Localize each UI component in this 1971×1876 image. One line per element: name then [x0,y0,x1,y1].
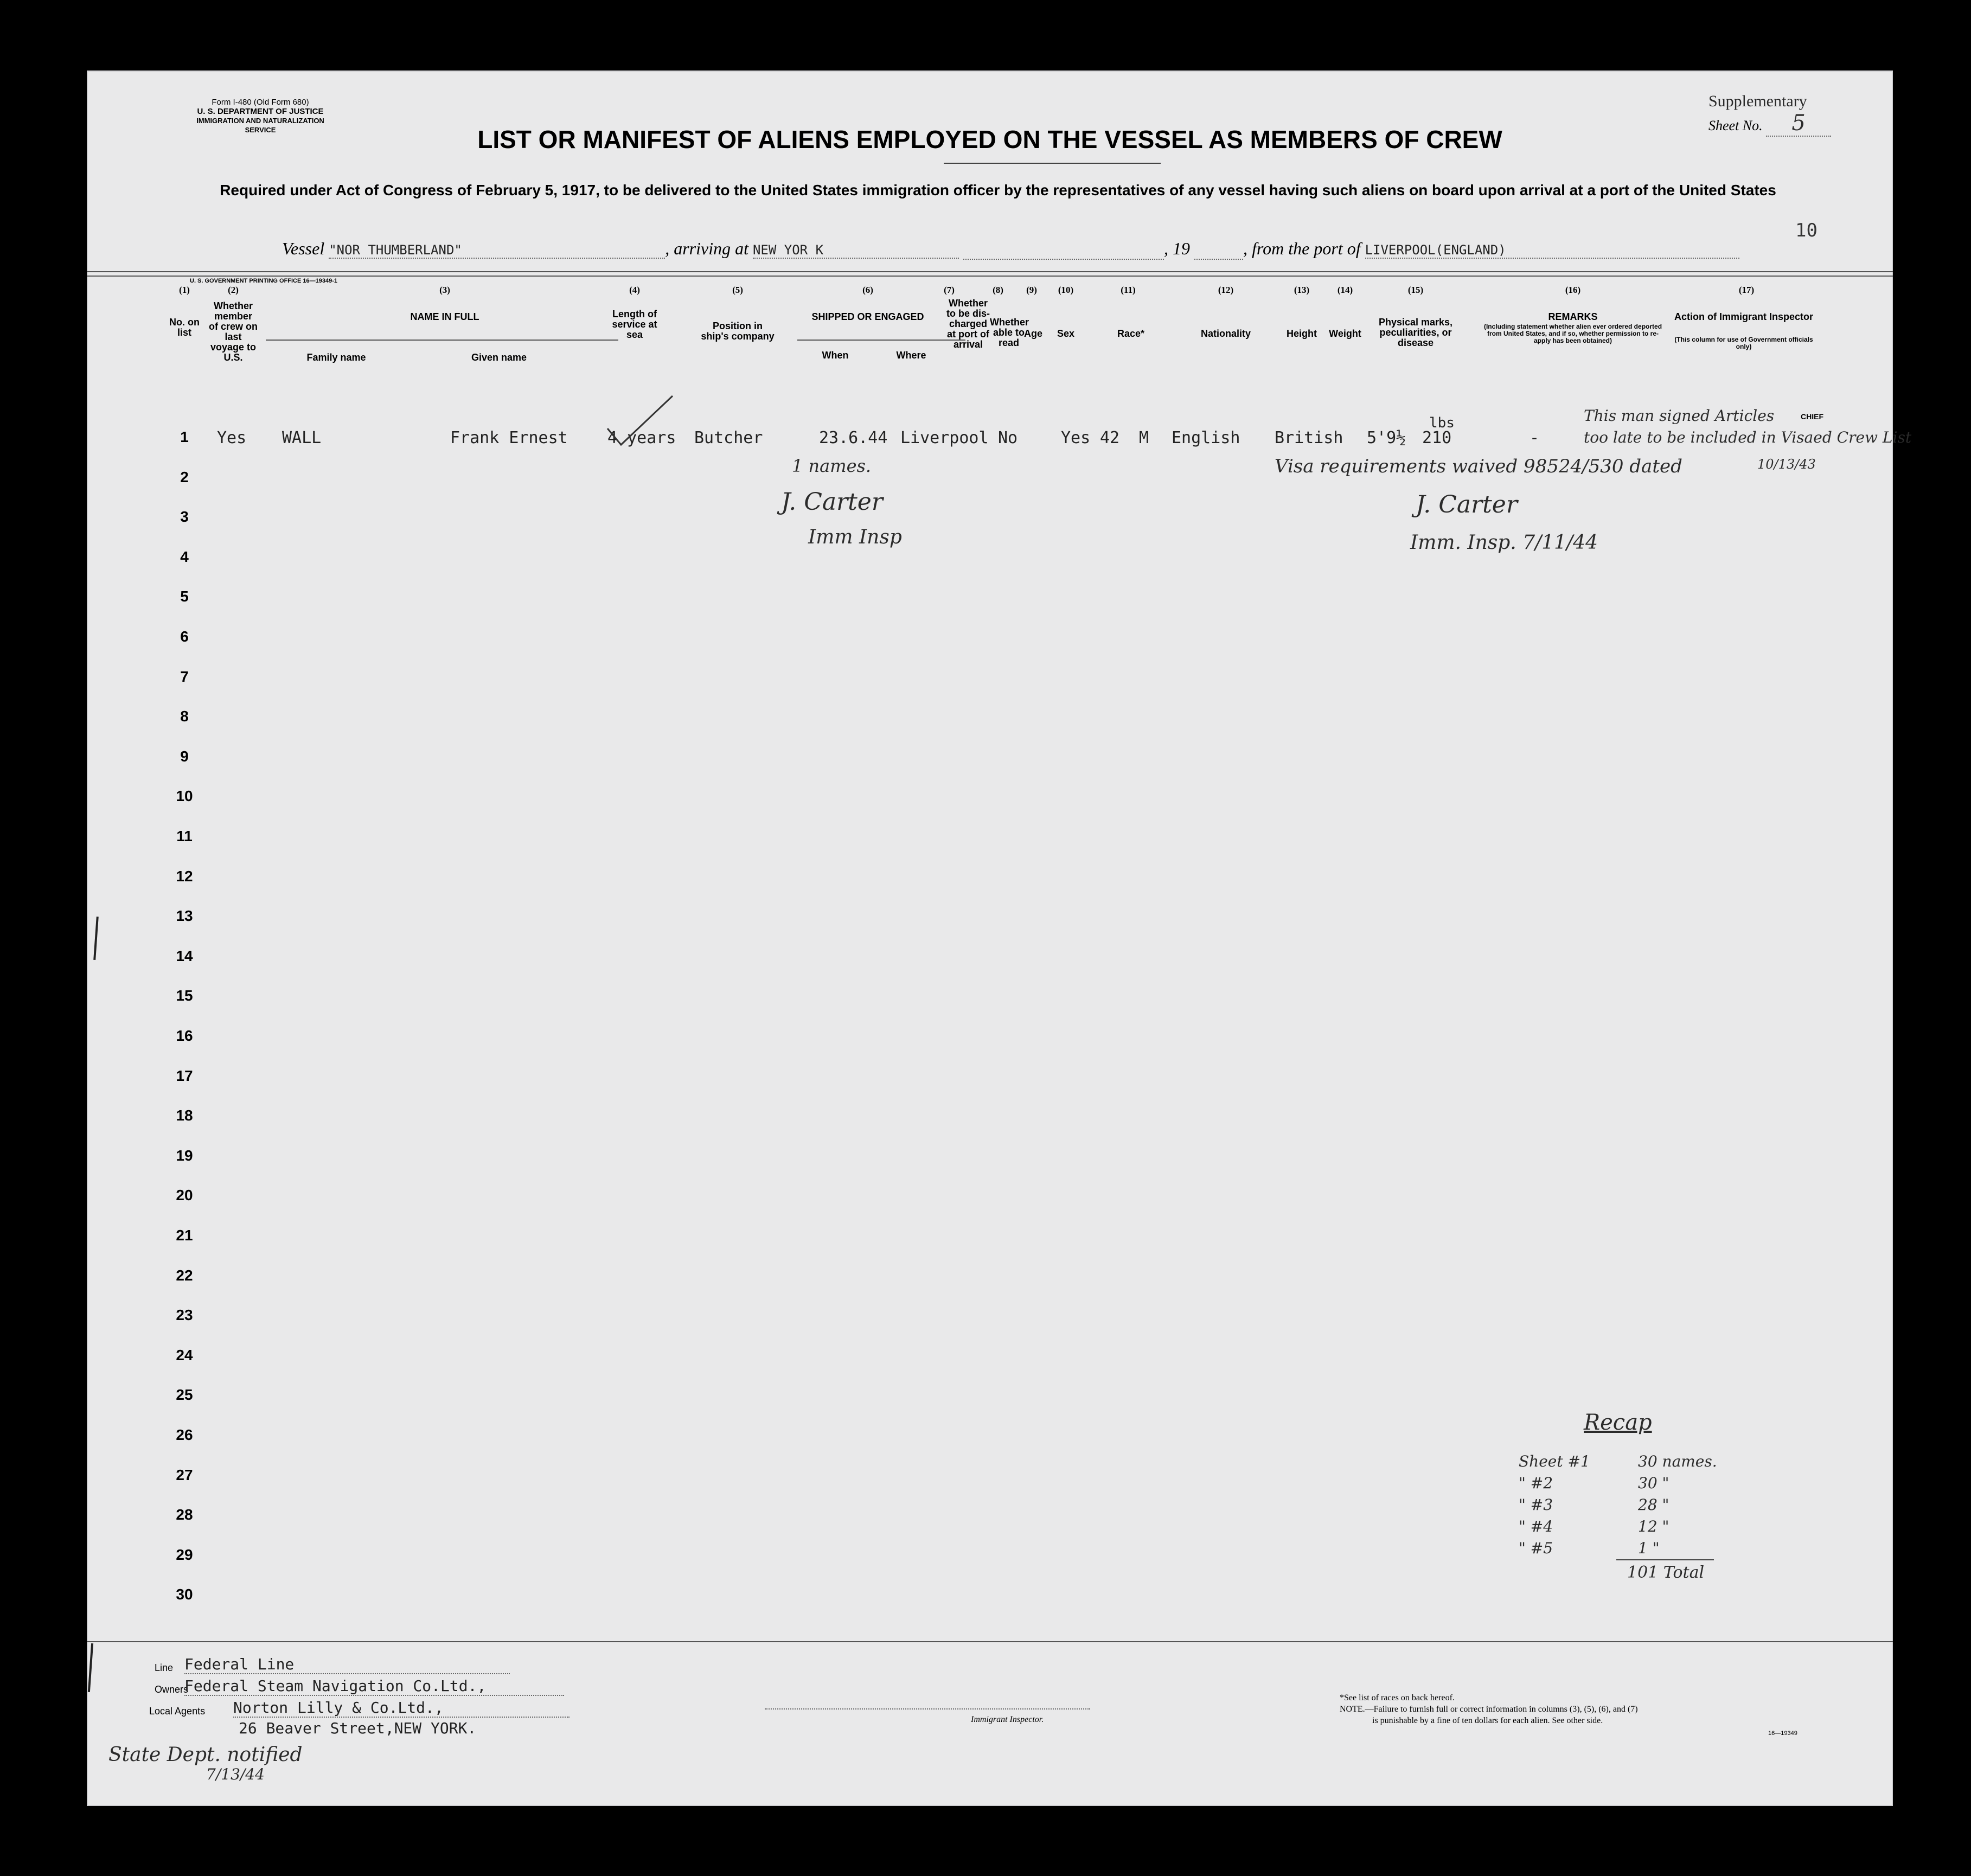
row-number: 13 [176,907,193,925]
row-number: 5 [180,588,189,605]
year-label: , 19 [1163,239,1190,258]
row-number: 12 [176,867,193,885]
col-header-position: Position in ship's company [701,321,775,342]
recap-sheet: Sheet #1 [1519,1452,1590,1470]
entry-sex: M [1139,428,1149,447]
col-header-action: Action of Immigrant Inspector [1674,311,1814,322]
row-number: 4 [180,548,189,565]
footer-notes [1340,1692,1828,1726]
row-number: 3 [180,508,189,526]
header-rule [87,271,1893,272]
col-header-service: Length of service at sea [612,309,657,340]
col-header-nationality: Nationality [1200,328,1251,339]
footer-rule [87,1641,1893,1642]
col-num-9: (9) [1026,285,1037,295]
note-races: *See list of races on back hereof. [1340,1693,1455,1702]
entry-nationality: British [1275,428,1343,447]
entry-service: 4 years [607,428,676,447]
row-number: 1 [180,428,189,445]
col-header-sex: Sex [1057,328,1075,339]
inspector-1: Imm Insp [808,526,902,548]
recap-count: 12 " [1638,1518,1669,1535]
agents-label: Local Agents [149,1706,206,1717]
row-number: 8 [180,708,189,725]
inspector-2: Imm. Insp. 7/11/44 [1410,532,1598,554]
row-number: 22 [176,1266,193,1284]
col-header-when: When [822,350,849,361]
col-header-weight: Weight [1329,328,1361,339]
state-dept-note: State Dept. notified [108,1744,303,1766]
name-rule [266,340,618,341]
inspector-label: Immigrant Inspector. [971,1715,1044,1724]
check-mark-icon [602,390,678,450]
col-num-14: (14) [1337,285,1353,295]
vessel-line [282,239,1855,260]
col-num-2: (2) [228,285,239,295]
stamp-number: 10 [1795,220,1818,241]
row-number: 14 [176,947,193,964]
entry-marks: - [1530,428,1540,447]
col-header-last-voyage: Whether member of crew on last voyage to U.S. [209,300,258,363]
col-header-race: Race* [1117,328,1145,339]
col-num-5: (5) [732,285,743,295]
row-number: 11 [176,828,193,844]
owners-label: Owners [155,1684,189,1695]
note-fine: is punishable by a fine of ten dollars for each alien. See other side. [1372,1716,1603,1725]
gpo-line: U. S. GOVERNMENT PRINTING OFFICE 16—19349-1 [190,278,338,284]
entry-discharged: No [998,428,1018,447]
form-number: Form I-480 (Old Form 680) [212,98,309,107]
line-value: Federal Line [184,1655,510,1674]
recap-table [1519,1451,1717,1559]
col-header-shipped: SHIPPED OR ENGAGED [811,311,924,322]
chief-label: CHIEF [1801,412,1823,421]
entry-read: Yes [1061,428,1091,447]
page-title: LIST OR MANIFEST OF ALIENS EMPLOYED ON THE VESSEL AS MEMBERS OF CREW [477,125,1502,153]
row-number: 30 [176,1586,193,1603]
title-rule [944,163,1161,164]
col-num-4: (4) [629,285,640,295]
shipped-rule [797,340,965,341]
entry-weight: 210 [1422,428,1452,447]
arriving-port: NEW YOR K [753,242,959,259]
row-number: 26 [176,1426,193,1443]
form-code: 16—19349 [1768,1730,1797,1737]
col-num-3: (3) [439,285,450,295]
recap-rule [1616,1559,1714,1560]
manifest-sheet [87,71,1912,1806]
margin-mark [88,1643,93,1692]
row-number: 18 [176,1107,193,1124]
recap-sheet: " #2 [1519,1474,1553,1492]
recap-count: 28 " [1638,1496,1669,1514]
department: U. S. DEPARTMENT OF JUSTICE [197,107,324,116]
entry-given-name: Frank Ernest [450,428,568,447]
row-number: 19 [176,1147,193,1164]
remarks-line-2: too late to be included in Visaed Crew List [1584,428,1912,446]
col-num-11: (11) [1121,285,1136,295]
entry-position: Butcher [694,428,763,447]
row-number: 15 [176,987,193,1004]
sheet-label: Sheet No. [1708,118,1763,133]
row-number: 27 [176,1466,193,1483]
remarks-line-1: This man signed Articles [1584,407,1775,425]
names-count: 1 names. [792,456,872,476]
inspector-signature-line [765,1708,1090,1709]
state-dept-date: 7/13/44 [206,1765,265,1783]
row-number: 6 [180,628,189,645]
col-header-name: NAME IN FULL [410,311,479,322]
margin-mark [93,917,99,960]
recap-count: 30 " [1638,1474,1669,1492]
col-num-17: (17) [1738,285,1755,295]
recap-sheet: " #3 [1519,1496,1553,1514]
col-num-6: (6) [862,285,873,295]
row-number: 17 [176,1067,193,1084]
entry-weight-unit: lbs [1429,415,1455,431]
col-header-remarks: REMARKS [1548,311,1598,322]
row-number: 21 [176,1227,193,1244]
agents-value-1: Norton Lilly & Co.Ltd., [233,1699,569,1718]
col-header-height: Height [1287,328,1317,339]
col-num-8: (8) [993,285,1003,295]
col-num-16: (16) [1565,285,1581,295]
col-header-physical: Physical marks, peculiarities, or disease [1378,317,1453,348]
row-number: 24 [176,1346,193,1363]
vessel-name: "NOR THUMBERLAND" [329,242,665,259]
arriving-label: , arriving at [665,239,748,258]
row-number: 16 [176,1027,193,1044]
recap-sheet: " #5 [1519,1539,1553,1557]
col-num-7: (7) [944,285,955,295]
col-header-discharged: Whether to be dis-charged at port of arrival [946,298,990,350]
col-num-15: (15) [1407,285,1424,295]
header-rule [87,276,1893,277]
from-label: , from the port of [1243,239,1361,258]
recap-count: 30 names. [1638,1452,1717,1470]
signature-1: J. Carter [781,488,883,516]
entry-age: 42 [1100,428,1120,447]
agents-value-2: 26 Beaver Street,NEW YORK. [239,1719,477,1737]
row-number: 9 [180,747,189,765]
recap-count: 1 " [1638,1539,1660,1557]
recap-title: Recap [1584,1410,1652,1435]
col-num-13: (13) [1294,285,1310,295]
inspector-date: 10/13/43 [1757,457,1816,472]
recap-sheet: " #4 [1519,1518,1553,1535]
recap-total: 101 Total [1627,1563,1705,1582]
entry-last-voyage: Yes [217,428,247,447]
col-header-age: Age [1023,328,1042,339]
vessel-label: Vessel [282,239,325,258]
owners-value: Federal Steam Navigation Co.Ltd., [184,1677,564,1696]
page-subtitle: Required under Act of Congress of February 5, 1917, to be delivered to the United States immigration officer by the representatives of any vessel having such aliens on board upon arrival at a port of the United States [220,182,1776,199]
col-header-no: No. on list [169,317,200,338]
entry-when: 23.6.44 [819,428,888,447]
col-num-12: (12) [1218,285,1234,295]
supplementary-label: Supplementary [1708,92,1807,110]
row-number: 28 [176,1506,193,1523]
col-header-where: Where [896,350,926,361]
entry-height: 5'9½ [1367,428,1406,447]
line-label: Line [155,1662,174,1673]
row-number: 10 [176,787,193,805]
row-number: 25 [176,1386,193,1404]
remarks-note: (Including statement whether alien ever ordered deported from United States, and if so, whether permission to re-apply has been obtained) [1483,323,1662,344]
signature-2: J. Carter [1416,491,1518,518]
visa-note: Visa requirements waived 98524/530 dated [1275,456,1682,477]
action-note: (This column for use of Government officials only) [1674,336,1813,350]
from-port: LIVERPOOL(ENGLAND) [1365,242,1739,259]
service-name: IMMIGRATION AND NATURALIZATION SERVICE [196,117,324,134]
entry-family-name: WALL [282,428,322,447]
row-number: 20 [176,1187,193,1204]
col-header-read: Whether able to read [990,317,1029,348]
row-number: 23 [176,1307,193,1324]
row-number: 29 [176,1546,193,1563]
col-num-1: (1) [179,285,190,295]
row-number: 7 [180,668,189,685]
col-header-family: Family name [306,352,366,363]
row-number: 2 [180,468,189,485]
note-failure: NOTE.—Failure to furnish full or correct information in columns (3), (5), (6), and (7) [1340,1705,1638,1714]
sheet-number: 5 [1766,111,1831,137]
col-header-given: Given name [471,352,527,363]
col-num-10: (10) [1058,285,1074,295]
entry-race: English [1172,428,1240,447]
entry-where: Liverpool [900,428,989,447]
